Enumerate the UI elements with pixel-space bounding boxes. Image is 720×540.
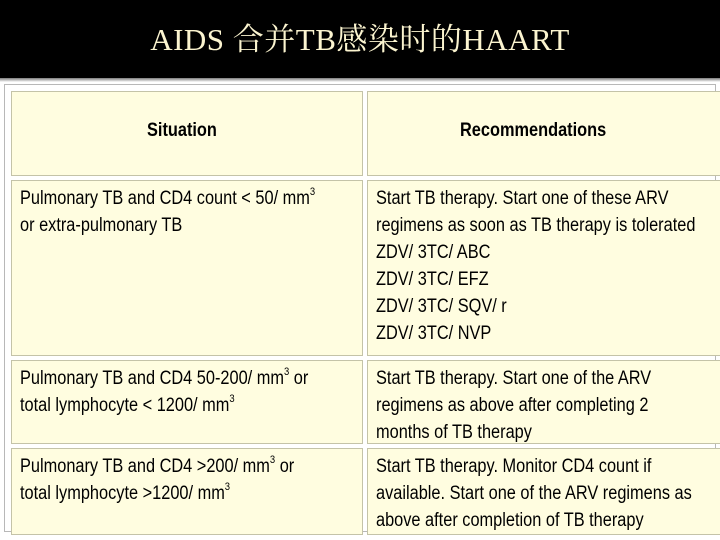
superscript: 3 <box>283 366 290 378</box>
situation-line <box>20 365 355 392</box>
superscript: 3 <box>224 481 231 493</box>
slide-title: AIDS 合并TB感染时的HAART <box>150 21 570 57</box>
situation-line <box>20 392 355 419</box>
situation-line <box>20 185 355 212</box>
header-recommendations-cell <box>367 91 720 176</box>
table-row-1-recommendation <box>367 180 720 356</box>
header-recommendations: Recommendations <box>460 120 607 141</box>
header-situation: Situation <box>147 120 218 141</box>
table-row-1-situation <box>11 180 363 356</box>
recommendation-line: months of TB therapy <box>376 422 532 443</box>
recommendation-line: above after completion of TB therapy <box>376 510 644 531</box>
recommendation-line: Start TB therapy. Start one of the ARV <box>376 368 652 389</box>
superscript: 3 <box>309 186 316 198</box>
table-grid <box>11 91 717 531</box>
header-situation-cell <box>11 91 363 176</box>
recommendation-line: Start TB therapy. Monitor CD4 count if <box>376 456 652 477</box>
regimen-line: ZDV/ 3TC/ EFZ <box>376 269 489 290</box>
regimen-line: ZDV/ 3TC/ SQV/ r <box>376 296 507 317</box>
regimen-line: ZDV/ 3TC/ NVP <box>376 323 492 344</box>
situation-text: Pulmonary TB and CD4 count < 50/ mm <box>20 188 310 209</box>
table-row-3-situation <box>11 448 363 535</box>
situation-text: total lymphocyte >1200/ mm <box>20 483 225 504</box>
recommendation-line: Start TB therapy. Start one of these ARV <box>376 188 669 209</box>
situation-text: Pulmonary TB and CD4 50-200/ mm <box>20 368 284 389</box>
situation-line <box>20 480 355 507</box>
slide-title-bar <box>0 0 720 78</box>
situation-text: or <box>275 456 295 477</box>
recommendation-line: regimens as above after completing 2 <box>376 395 649 416</box>
table-row-2-situation <box>11 360 363 444</box>
situation-line: or extra-pulmonary TB <box>20 215 183 236</box>
recommendation-line: available. Start one of the ARV regimens as <box>376 483 692 504</box>
situation-text: Pulmonary TB and CD4 >200/ mm <box>20 456 270 477</box>
regimen-line: ZDV/ 3TC/ ABC <box>376 242 491 263</box>
table-row-3-recommendation <box>367 448 720 535</box>
title-shadow-divider <box>0 78 720 82</box>
situation-text: or <box>289 368 309 389</box>
situation-line <box>20 453 355 480</box>
table-row-2-recommendation <box>367 360 720 444</box>
haart-table <box>4 84 716 532</box>
superscript: 3 <box>229 393 235 405</box>
recommendation-line: regimens as soon as TB therapy is tolerated <box>376 215 696 236</box>
situation-text: total lymphocyte < 1200/ mm <box>20 395 230 416</box>
superscript: 3 <box>269 454 276 466</box>
